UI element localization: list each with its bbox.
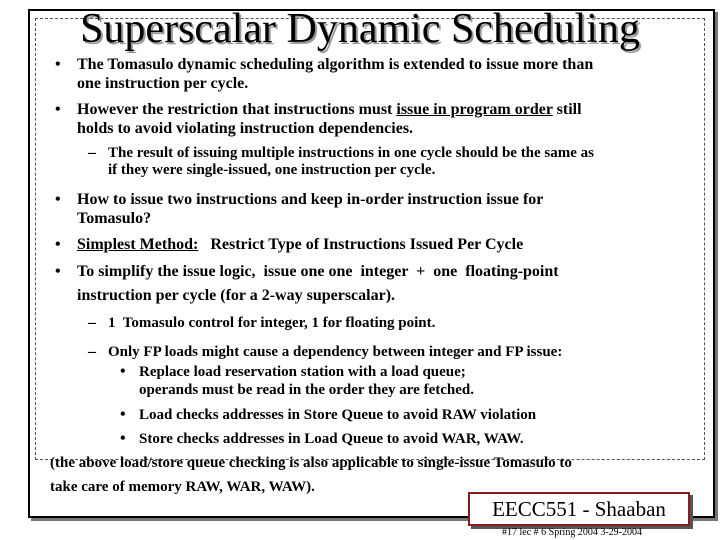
issue-in-order-emphasis: issue in program order: [396, 101, 553, 118]
bullet-marker: •: [55, 263, 61, 280]
bullet-marker: •: [55, 101, 61, 118]
nested-2-line: Load checks addresses in Store Queue to avoid RAW violation: [139, 407, 537, 423]
note-line-2: take care of memory RAW, WAR, WAW).: [50, 479, 315, 495]
bullet-2-line-2: holds to avoid violating instruction dependencies.: [77, 120, 414, 137]
simplest-method-text: Restrict Type of Instructions Issued Per Cycle: [198, 236, 524, 253]
bullet-2-line-1: [77, 100, 582, 120]
bullet-marker: •: [55, 236, 61, 253]
bullet-3-line-2: Tomasulo?: [77, 210, 152, 227]
bullet-1-line-2: one instruction per cycle.: [77, 75, 249, 92]
nested-3-line: Store checks addresses in Load Queue to avoid WAR, WAW.: [139, 431, 524, 447]
bullet-4-line: [77, 235, 523, 255]
bullet-marker: •: [120, 406, 126, 423]
slide-footer: #17 lec # 6 Spring 2004 3-29-2004: [502, 527, 642, 538]
bullet-marker: •: [55, 56, 61, 73]
course-logo-text: EECC551 - Shaaban: [492, 497, 666, 521]
sub-2-line: 1 Tomasulo control for integer, 1 for floating point.: [108, 315, 436, 331]
bullet-marker: •: [120, 363, 126, 380]
bullet-5-line-1: To simplify the issue logic, issue one one integer + one floating-point: [77, 263, 559, 280]
nested-1-line-2: operands must be read in the order they are fetched.: [139, 382, 474, 398]
bullet-marker: •: [55, 191, 61, 208]
simplest-method-label: Simplest Method:: [77, 236, 199, 253]
sub-3-line: Only FP loads might cause a dependency between integer and FP issue:: [108, 344, 563, 360]
slide-title: Superscalar Dynamic Scheduling: [80, 6, 640, 52]
note-line-1: (the above load/store queue checking is also applicable to single-issue Tomasulo to: [50, 455, 572, 471]
bullet-5-line-2: instruction per cycle (for a 2-way superscalar).: [77, 287, 396, 304]
sub-1-line-2: if they were single-issued, one instruction per cycle.: [108, 162, 436, 178]
course-logo-box: [468, 492, 690, 526]
nested-1-line-1: Replace load reservation station with a load queue;: [139, 364, 466, 380]
bullet-marker: •: [120, 430, 126, 447]
bullet-1-line-1: The Tomasulo dynamic scheduling algorithm is extended to issue more than: [77, 56, 594, 73]
dash-marker: –: [88, 144, 96, 161]
bullet-2-text: However the restriction that instructions must: [77, 101, 397, 118]
dash-marker: –: [88, 343, 96, 360]
dash-marker: –: [88, 314, 96, 331]
sub-1-line-1: The result of issuing multiple instructions in one cycle should be the same as: [108, 145, 595, 161]
bullet-2-text-tail: still: [552, 101, 582, 118]
bullet-3-line-1: How to issue two instructions and keep in-order instruction issue for: [77, 191, 544, 208]
